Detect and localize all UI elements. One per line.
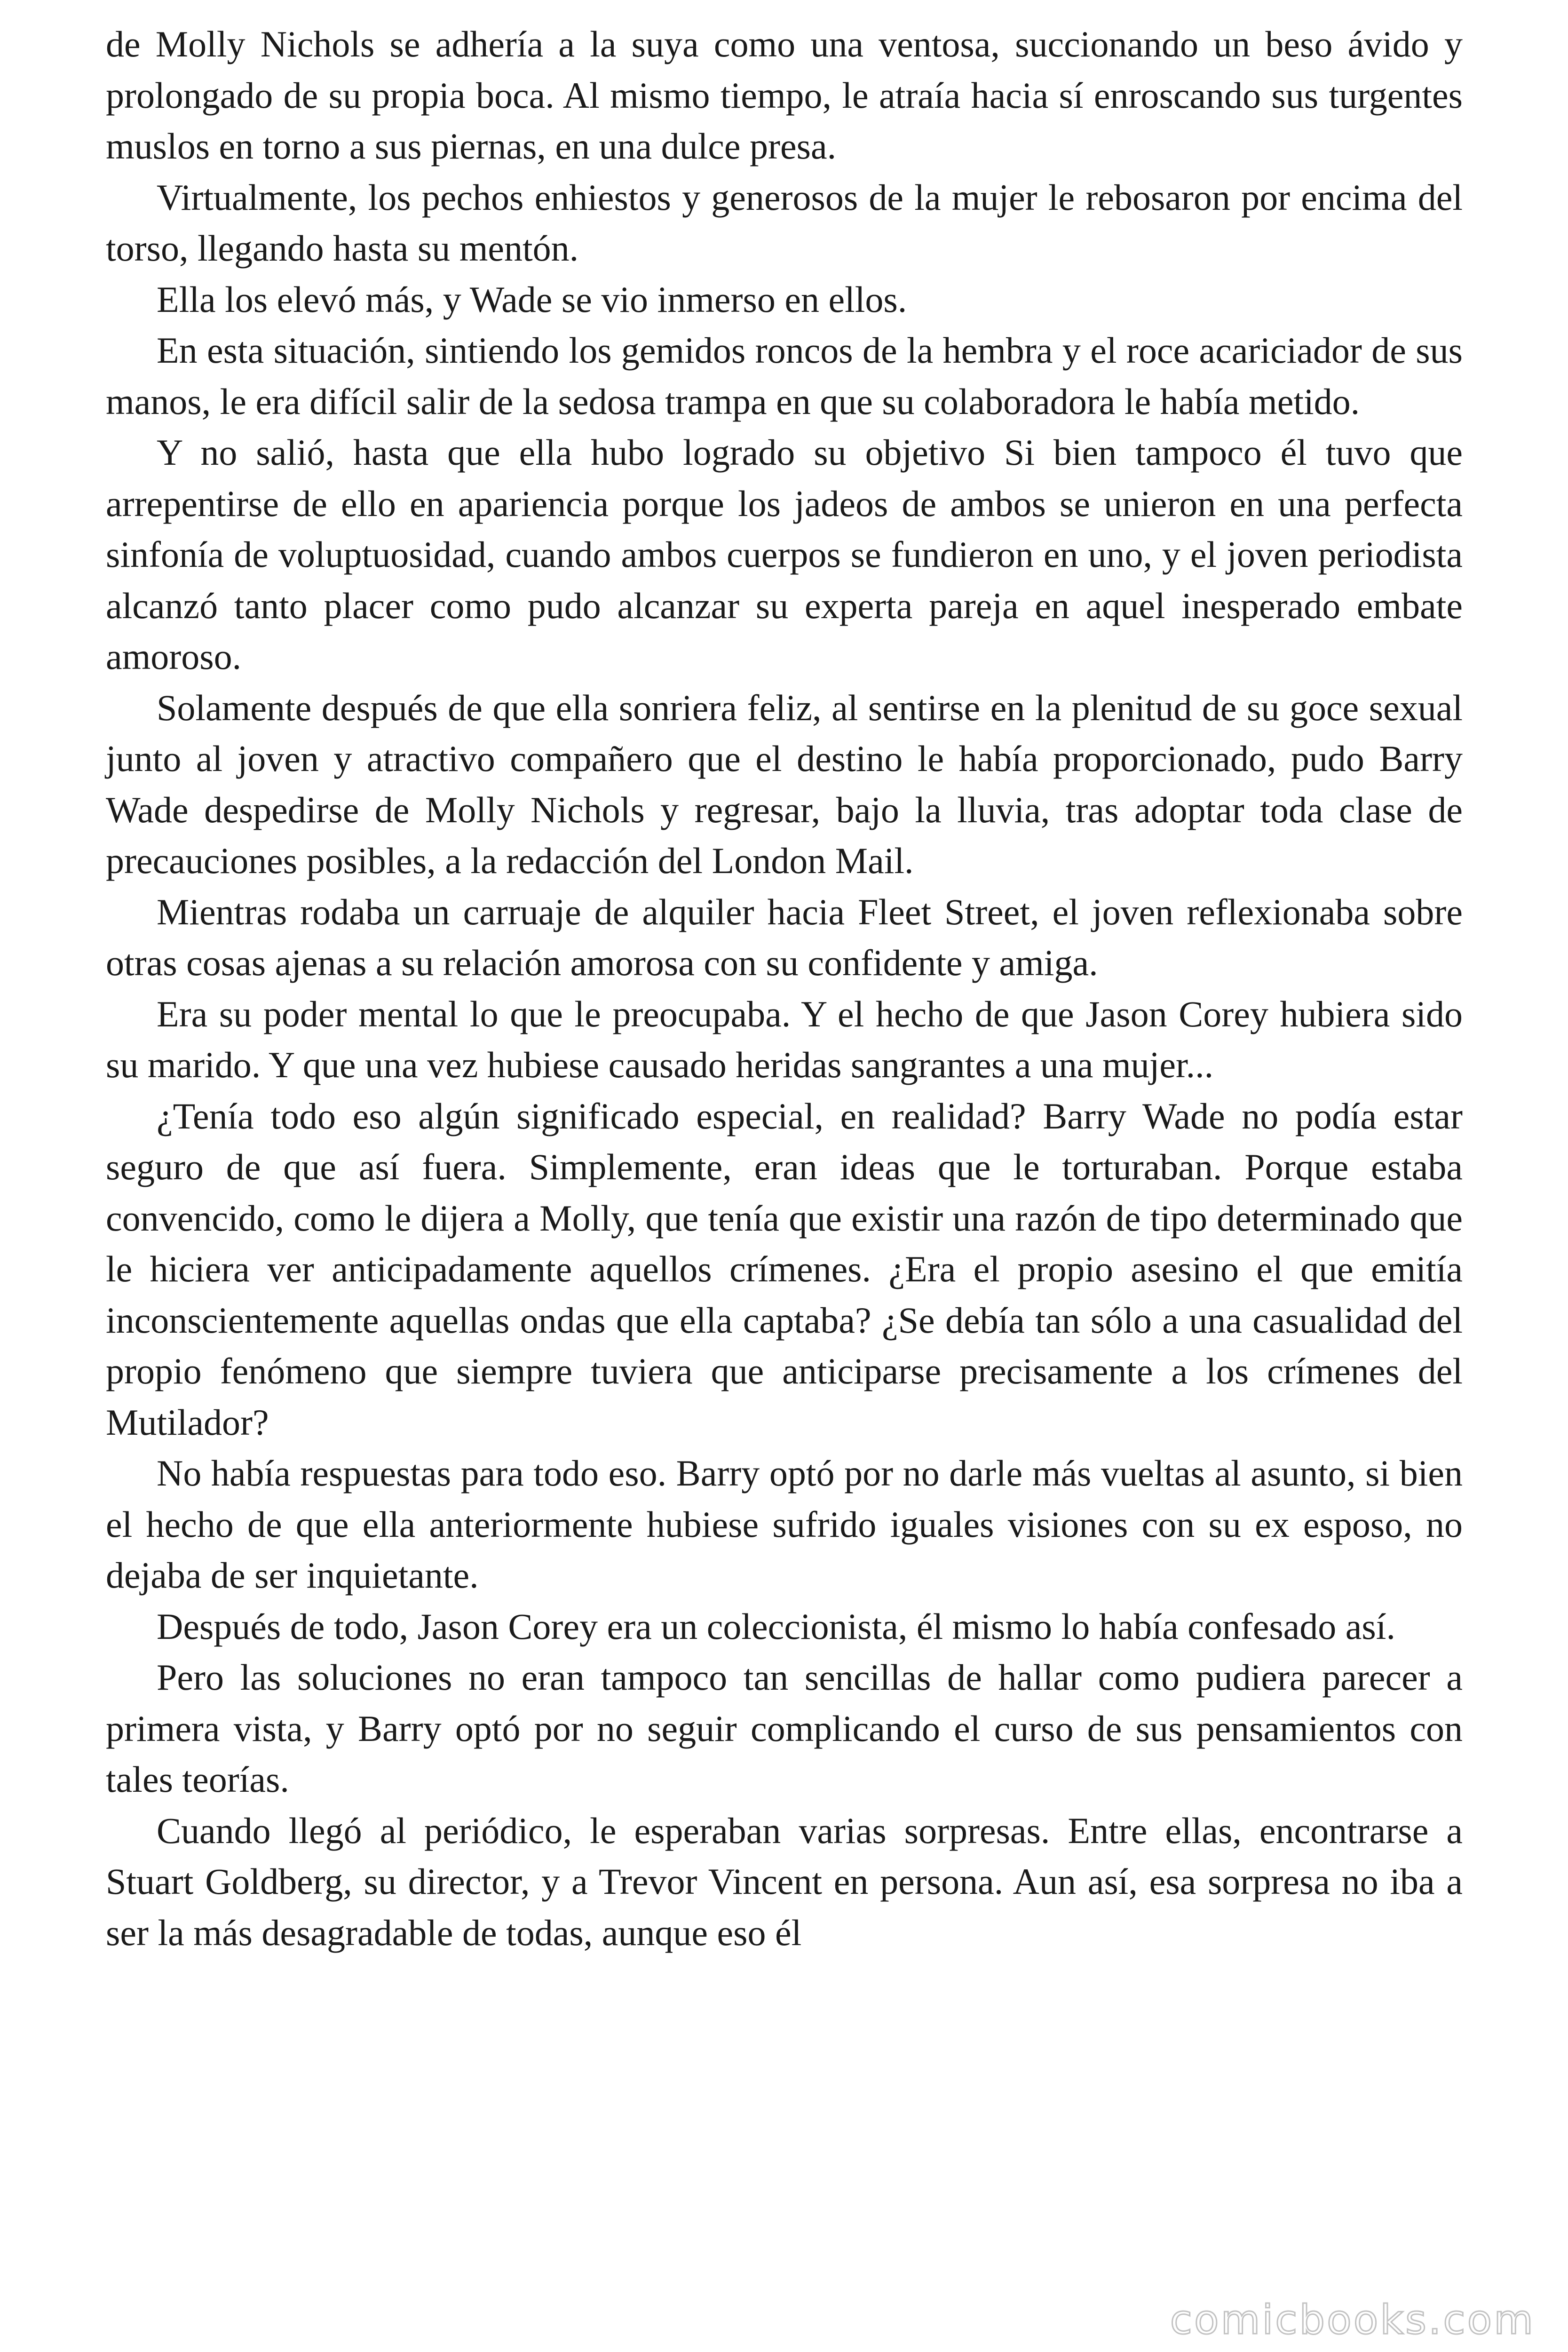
paragraph: Ella los elevó más, y Wade se vio inmerso en ellos.: [157, 278, 907, 320]
watermark: comicbooks.com: [1170, 2296, 1535, 2344]
paragraph: Mientras rodaba un carruaje de alquiler hacia Fleet Street, el joven reflexionaba sobre otras cosas ajenas a su relación amorosa con su confidente y amiga.: [106, 891, 1463, 983]
paragraph: Pero las soluciones no eran tampoco tan sencillas de hallar como pudiera parecer a primera vista, y Barry optó por no seguir complicando el curso de sus pensamientos con tales teorías.: [106, 1657, 1463, 1800]
paragraph: Y no salió, hasta que ella hubo logrado su objetivo Si bien tampoco él tuvo que arrepentirse de ello en apariencia porque los jadeos de ambos se unieron en una perfecta sinfonía de voluptuosidad, cuando ambos cuerpos se fundieron en uno, y el joven periodista alcanzó tanto placer como pudo alcanzar su experta pareja en aquel inesperado embate amoroso.: [106, 432, 1463, 677]
paragraph: de Molly Nichols se adhería a la suya como una ventosa, succionando un beso ávido y prolongado de su propia boca. Al mismo tiempo, le atraía hacia sí enroscando sus turgentes muslos en torno a sus piernas, en una dulce presa.: [106, 24, 1463, 167]
paragraph: Era su poder mental lo que le preocupaba. Y el hecho de que Jason Corey hubiera sido su marido. Y que una vez hubiese causado heridas sangrantes a una mujer...: [106, 993, 1463, 1085]
paragraph: En esta situación, sintiendo los gemidos roncos de la hembra y el roce acariciador de sus manos, le era difícil salir de la sedosa trampa en que su colaboradora le había metido.: [106, 330, 1463, 422]
paragraph: Después de todo, Jason Corey era un coleccionista, él mismo lo había confesado así.: [157, 1605, 1395, 1647]
page-body: [106, 19, 1463, 1958]
paragraph: ¿Tenía todo eso algún significado especial, en realidad? Barry Wade no podía estar seguro de que así fuera. Simplemente, eran ideas que le torturaban. Porque estaba convencido, como le dijera a Molly, que tenía que existir una razón de tipo determinado que le hiciera ver anticipadamente aquellos crímenes. ¿Era el propio asesino el que emitía inconscientemente aquellas ondas que ella captaba? ¿Se debía tan sólo a una casualidad del propio fenómeno que siempre tuviera que anticiparse precisamente a los crímenes del Mutilador?: [106, 1095, 1463, 1443]
paragraph: Virtualmente, los pechos enhiestos y generosos de la mujer le rebosaron por encima del torso, llegando hasta su mentón.: [106, 176, 1463, 269]
paragraph: No había respuestas para todo eso. Barry optó por no darle más vueltas al asunto, si bien el hecho de que ella anteriormente hubiese sufrido iguales visiones con su ex esposo, no dejaba de ser inquietante.: [106, 1453, 1463, 1596]
paragraph: Solamente después de que ella sonriera feliz, al sentirse en la plenitud de su goce sexual junto al joven y atractivo compañero que el destino le había proporcionado, pudo Barry Wade despedirse de Molly Nichols y regresar, bajo la lluvia, tras adoptar toda clase de precauciones posibles, a la redacción del London Mail.: [106, 687, 1463, 881]
paragraph: Cuando llegó al periódico, le esperaban varias sorpresas. Entre ellas, encontrarse a Stuart Goldberg, su director, y a Trevor Vincent en persona. Aun así, esa sorpresa no iba a ser la más desagradable de todas, aunque eso él: [106, 1810, 1463, 1953]
